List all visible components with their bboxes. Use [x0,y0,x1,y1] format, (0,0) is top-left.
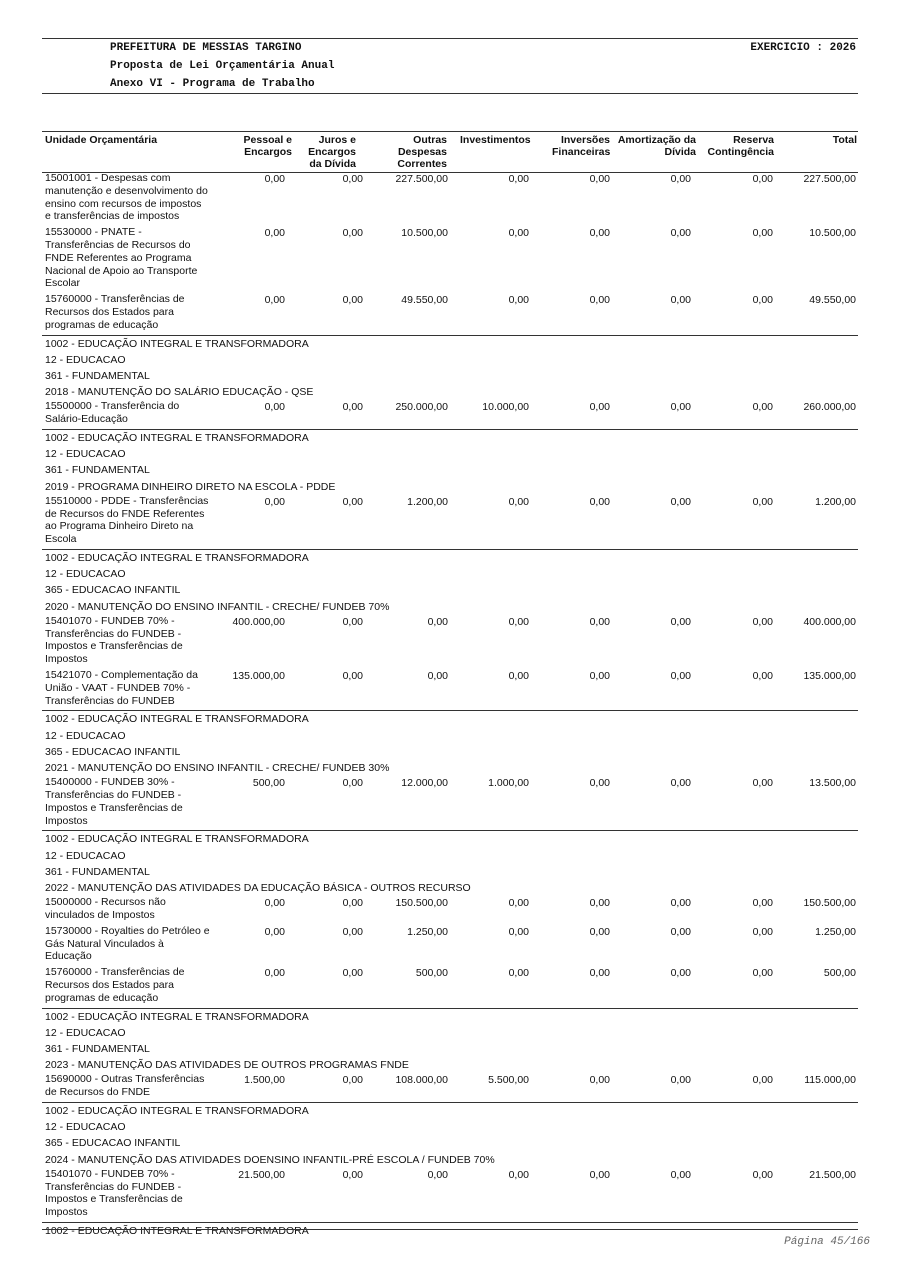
row-description: 15730000 - Royalties do Petróleo e Gás Natural Vinculados à Educação [45,924,210,963]
row-value: 10.500,00 [401,227,448,240]
row-value: 0,00 [589,897,610,910]
row-value: 135.000,00 [232,669,285,682]
row-value: 227.500,00 [803,173,856,185]
row-value: 0,00 [342,1074,363,1087]
table-row [42,669,858,707]
row-value: 0,00 [342,401,363,414]
row-value: 1.250,00 [407,925,448,938]
program-heading: 12 - EDUCACAO [45,568,126,581]
row-value: 115.000,00 [804,1074,856,1087]
row-value: 0,00 [427,615,448,628]
row-value: 0,00 [508,1168,529,1181]
row-value: 400.000,00 [803,615,856,628]
program-heading: 361 - FUNDAMENTAL [45,1042,150,1055]
program-heading: 2018 - MANUTENÇÃO DO SALÁRIO EDUCAÇÃO - QSE [45,386,314,399]
program-heading: 12 - EDUCACAO [45,1026,126,1039]
program-heading: 361 - FUNDAMENTAL [45,865,150,878]
row-value: 400.000,00 [232,615,285,628]
row-value: 0,00 [508,615,529,628]
row-description: 15000000 - Recursos não vinculados de Impostos [45,896,166,921]
program-heading: 361 - FUNDAMENTAL [45,369,150,382]
page-number: Página 45/166 [784,1236,870,1248]
row-value: 0,00 [589,777,610,790]
program-heading: 2023 - MANUTENÇÃO DAS ATIVIDADES DE OUTROS PROGRAMAS FNDE [45,1059,409,1072]
table-row [42,1073,858,1099]
program-heading: 365 - EDUCACAO INFANTIL [45,1137,181,1150]
row-value: 0,00 [342,897,363,910]
row-value: 0,00 [589,401,610,414]
col-juros: Juros e Encargos da Dívida [308,134,356,170]
row-value: 0,00 [589,227,610,240]
row-value: 500,00 [823,967,856,980]
row-description: 15510000 - PDDE - Transferências de Recursos do FNDE Referentes ao Programa Dinheiro Direto na Escola [45,494,209,546]
row-value: 0,00 [508,967,529,980]
row-value: 1.500,00 [244,1074,285,1087]
row-value: 0,00 [670,615,691,628]
col-amortizacao: Amortização da Dívida [617,134,696,158]
row-value: 0,00 [264,401,285,414]
row-value: 0,00 [752,227,773,240]
table-row [42,495,858,546]
row-value: 0,00 [342,173,363,185]
row-value: 0,00 [342,495,363,508]
row-value: 0,00 [508,294,529,307]
row-value: 0,00 [342,615,363,628]
row-value: 0,00 [589,669,610,682]
col-inversoes: Inversões Financeiras [552,134,611,158]
row-value: 49.550,00 [401,294,448,307]
row-value: 0,00 [589,925,610,938]
program-heading: 12 - EDUCACAO [45,1121,126,1134]
row-value: 1.000,00 [488,777,529,790]
row-value: 108.000,00 [395,1074,448,1087]
col-outras: Outras Despesas Correntes [397,134,447,170]
row-value: 0,00 [264,495,285,508]
row-value: 0,00 [589,967,610,980]
row-value: 500,00 [252,777,285,790]
row-value: 0,00 [342,777,363,790]
row-value: 21.500,00 [809,1168,856,1181]
row-description: 15530000 - PNATE - Transferências de Recursos do FNDE Referentes ao Programa Nacional de Apoio ao Transporte Escolar [45,226,198,290]
row-description: 15760000 - Transferências de Recursos dos Estados para programas de educação [45,293,185,331]
row-value: 0,00 [589,495,610,508]
row-value: 0,00 [670,897,691,910]
row-value: 0,00 [670,401,691,414]
program-heading: 365 - EDUCACAO INFANTIL [45,584,181,597]
table-row [42,896,858,922]
row-value: 0,00 [342,294,363,307]
table-row [42,400,858,426]
program-heading: 2019 - PROGRAMA DINHEIRO DIRETO NA ESCOLA - PDDE [45,480,336,493]
row-value: 1.250,00 [815,925,856,938]
row-value: 0,00 [752,173,773,185]
row-value: 10.500,00 [809,227,856,240]
program-heading: 1002 - EDUCAÇÃO INTEGRAL E TRANSFORMADORA [42,1008,858,1025]
row-value: 150.500,00 [803,897,856,910]
row-value: 0,00 [342,1168,363,1181]
row-value: 0,00 [670,294,691,307]
row-value: 0,00 [670,495,691,508]
row-value: 0,00 [589,1168,610,1181]
program-heading: 2022 - MANUTENÇÃO DAS ATIVIDADES DA EDUCAÇÃO BÁSICA - OUTROS RECURSO [45,881,471,894]
program-heading: 361 - FUNDAMENTAL [45,464,150,477]
row-value: 13.500,00 [809,777,856,790]
row-value: 1.200,00 [815,495,856,508]
row-value: 0,00 [670,1074,691,1087]
table-column-headers [42,131,858,173]
table-row [42,615,858,666]
row-description: 15690000 - Outras Transferências de Recursos do FNDE [45,1073,205,1099]
row-value: 0,00 [508,925,529,938]
col-reserva: Reserva Contingência [707,134,774,158]
row-value: 0,00 [752,897,773,910]
row-value: 150.500,00 [395,897,448,910]
program-heading: 12 - EDUCACAO [45,729,126,742]
program-heading: 365 - EDUCACAO INFANTIL [45,745,181,758]
row-value: 135.000,00 [803,669,856,682]
program-heading: 12 - EDUCACAO [45,448,126,461]
row-value: 0,00 [589,1074,610,1087]
row-value: 0,00 [508,897,529,910]
header-proposta: Proposta de Lei Orçamentária Anual [110,60,335,72]
row-value: 0,00 [752,669,773,682]
program-heading: 12 - EDUCACAO [45,849,126,862]
row-value: 0,00 [752,1074,773,1087]
row-value: 227.500,00 [395,173,448,185]
program-heading: 1002 - EDUCAÇÃO INTEGRAL E TRANSFORMADORA [42,830,858,847]
row-value: 0,00 [508,669,529,682]
row-value: 0,00 [670,173,691,185]
row-value: 12.000,00 [401,777,448,790]
row-value: 0,00 [264,173,285,185]
footer-divider [42,1229,858,1230]
row-value: 250.000,00 [395,401,448,414]
program-heading: 2020 - MANUTENÇÃO DO ENSINO INFANTIL - CRECHE/ FUNDEB 70% [45,600,390,613]
row-value: 260.000,00 [803,401,856,414]
program-heading: 12 - EDUCACAO [45,353,126,366]
row-value: 0,00 [589,615,610,628]
row-value: 0,00 [752,777,773,790]
row-value: 0,00 [670,777,691,790]
row-description: 15760000 - Transferências de Recursos dos Estados para programas de educação [45,966,185,1004]
row-value: 0,00 [342,227,363,240]
row-value: 0,00 [670,967,691,980]
row-value: 0,00 [589,294,610,307]
table-row [42,966,858,1004]
row-value: 0,00 [752,1168,773,1181]
row-value: 0,00 [670,669,691,682]
table-body [42,172,858,1239]
header-anexo: Anexo VI - Programa de Trabalho [110,78,315,90]
row-value: 0,00 [670,227,691,240]
header-exercicio: EXERCICIO : 2026 [750,42,856,54]
program-heading: 1002 - EDUCAÇÃO INTEGRAL E TRANSFORMADORA [42,1102,858,1119]
row-value: 0,00 [508,227,529,240]
row-value: 1.200,00 [407,495,448,508]
row-value: 0,00 [508,495,529,508]
row-value: 0,00 [752,967,773,980]
row-value: 0,00 [342,669,363,682]
row-value: 0,00 [752,925,773,938]
table-row [42,925,858,963]
row-value: 0,00 [752,294,773,307]
row-description: 15421070 - Complementação da União - VAAT - FUNDEB 70% - Transferências do FUNDEB [45,668,198,707]
row-value: 0,00 [670,925,691,938]
row-value: 0,00 [342,925,363,938]
row-value: 5.500,00 [488,1074,529,1087]
row-value: 10.000,00 [482,401,529,414]
program-heading: 2024 - MANUTENÇÃO DAS ATIVIDADES DOENSINO INFANTIL-PRÉ ESCOLA / FUNDEB 70% [45,1153,495,1166]
row-value: 0,00 [264,925,285,938]
row-value: 0,00 [264,967,285,980]
row-description: 15401070 - FUNDEB 70% - Transferências do FUNDEB - Impostos e Transferências de Impostos [45,614,183,666]
program-heading: 1002 - EDUCAÇÃO INTEGRAL E TRANSFORMADORA [42,1222,858,1239]
table-row [42,1168,858,1219]
row-description: 15500000 - Transferência do Salário-Educação [45,400,180,426]
program-heading: 2021 - MANUTENÇÃO DO ENSINO INFANTIL - CRECHE/ FUNDEB 30% [45,761,390,774]
program-heading: 1002 - EDUCAÇÃO INTEGRAL E TRANSFORMADORA [42,549,858,566]
table-row [42,226,858,290]
row-value: 0,00 [427,1168,448,1181]
row-description: 15400000 - FUNDEB 30% - Transferências do FUNDEB - Impostos e Transferências de Impostos [45,776,183,827]
row-value: 0,00 [752,495,773,508]
row-value: 21.500,00 [238,1168,285,1181]
row-value: 500,00 [415,967,448,980]
program-heading: 1002 - EDUCAÇÃO INTEGRAL E TRANSFORMADORA [42,335,858,352]
col-total: Total [832,134,857,146]
col-pessoal: Pessoal e Encargos [243,134,292,158]
row-value: 0,00 [752,615,773,628]
program-heading: 1002 - EDUCAÇÃO INTEGRAL E TRANSFORMADORA [42,429,858,446]
table-row [42,776,858,827]
row-description: 15401070 - FUNDEB 70% - Transferências do FUNDEB - Impostos e Transferências de Impostos [45,1167,183,1219]
row-value: 49.550,00 [809,294,856,307]
row-value: 0,00 [508,173,529,185]
program-heading: 1002 - EDUCAÇÃO INTEGRAL E TRANSFORMADORA [42,710,858,727]
table-row [42,293,858,331]
row-value: 0,00 [342,967,363,980]
document-header [42,38,858,94]
table-row [42,172,858,223]
row-value: 0,00 [264,897,285,910]
col-unidade: Unidade Orçamentária [45,134,158,146]
col-investimentos: Investimentos [460,134,531,146]
row-value: 0,00 [670,1168,691,1181]
row-value: 0,00 [427,669,448,682]
row-value: 0,00 [264,294,285,307]
row-description: 15001001 - Despesas com manutenção e desenvolvimento do ensino com recursos de impostos e transferências de impostos [45,172,208,223]
header-prefeitura: PREFEITURA DE MESSIAS TARGINO [110,42,302,54]
row-value: 0,00 [589,173,610,185]
row-value: 0,00 [752,401,773,414]
row-value: 0,00 [264,227,285,240]
